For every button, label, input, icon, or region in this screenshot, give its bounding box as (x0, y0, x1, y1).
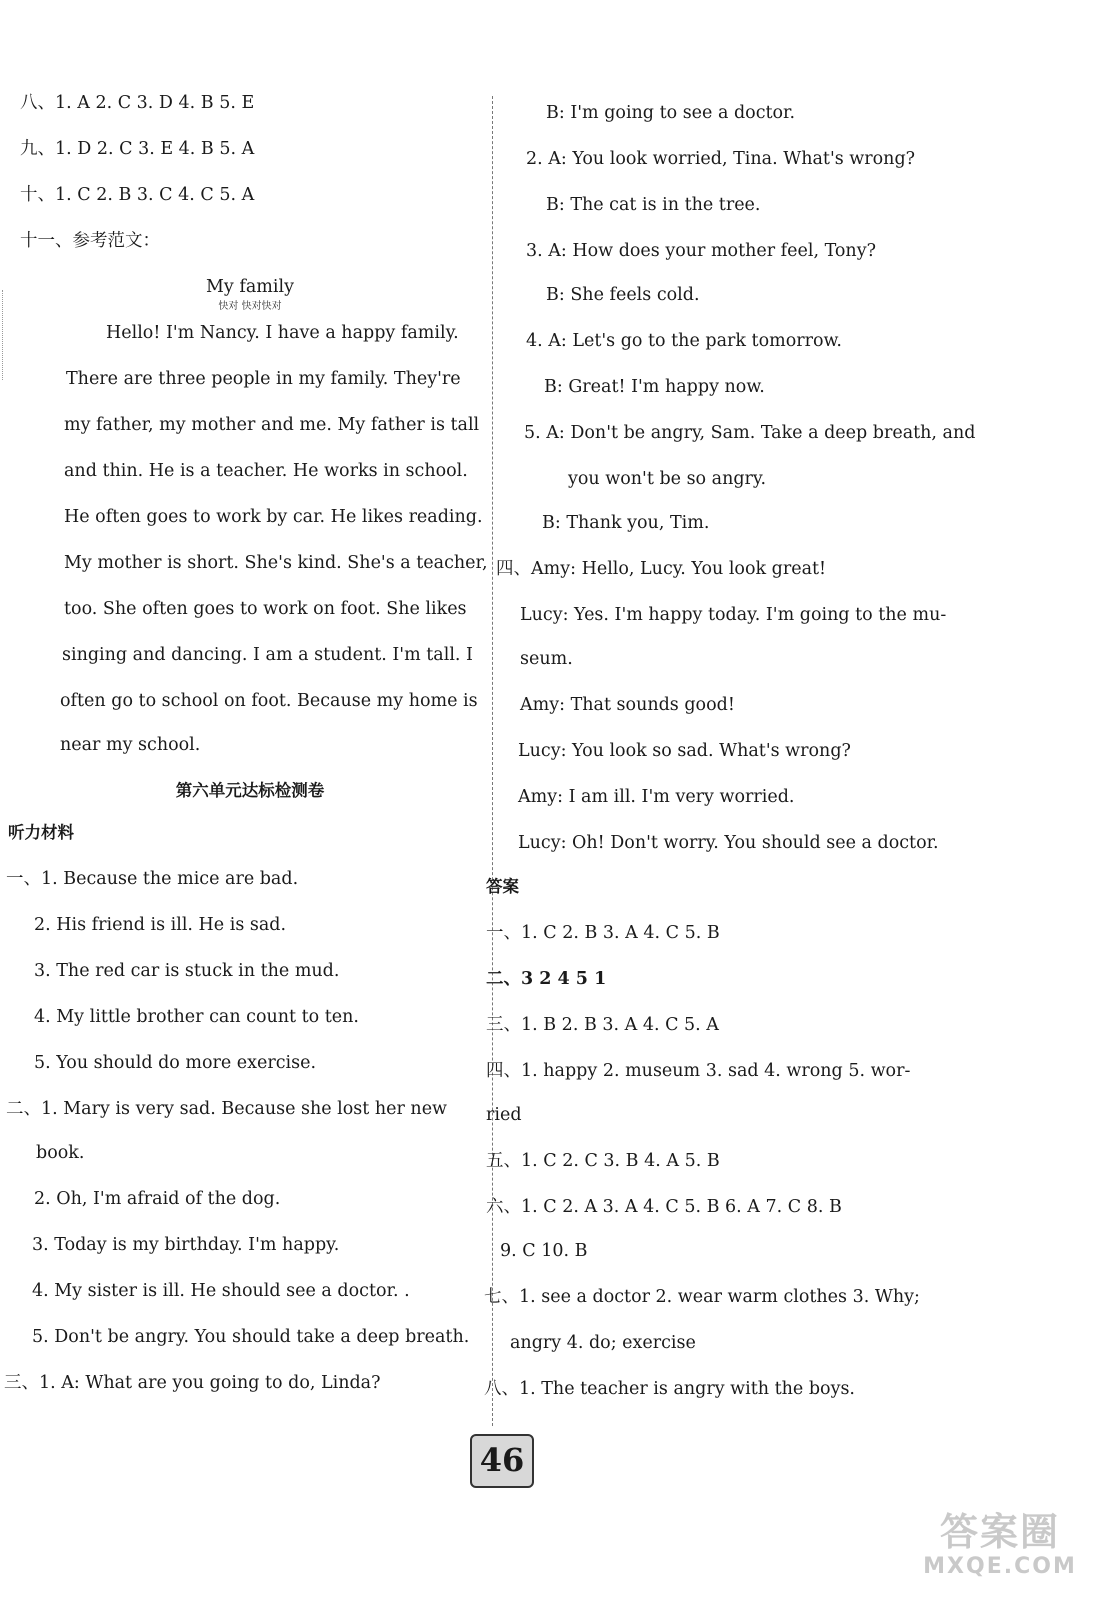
watermark-title: 答案圈 (939, 1510, 1060, 1554)
left-text-line: 九、1. D 2. C 3. E 4. B 5. A (20, 139, 255, 159)
left-text-line: 听力材料 (8, 823, 74, 842)
right-text-line: B: She feels cold. (546, 285, 700, 305)
right-text-line: B: Thank you, Tim. (542, 513, 710, 533)
left-text-line: 十一、参考范文： (20, 231, 160, 251)
left-text-line: singing and dancing. I am a student. I'm tall. I (62, 645, 473, 665)
right-text-line: 四、Amy: Hello, Lucy. You look great! (496, 559, 827, 579)
right-text-line: Amy: I am ill. I'm very worried. (518, 787, 795, 807)
right-text-line: 八、1. The teacher is angry with the boys. (484, 1379, 855, 1399)
left-text-line: 2. His friend is ill. He is sad. (34, 915, 287, 935)
left-text-line: Hello! I'm Nancy. I have a happy family. (106, 323, 459, 343)
right-text-line: Lucy: Yes. I'm happy today. I'm going to the mu- (520, 605, 947, 625)
left-text-line: 一、1. Because the mice are bad. (6, 869, 299, 889)
right-text-line: 一、1. C 2. B 3. A 4. C 5. B (486, 923, 720, 943)
essay-subtitle: 快对 快对快对 (218, 301, 282, 312)
right-text-line: 9. C 10. B (500, 1241, 588, 1261)
right-text-line: 二、3 2 4 5 1 (486, 969, 607, 989)
left-text-line: 3. Today is my birthday. I'm happy. (32, 1235, 340, 1255)
right-text-line: Lucy: You look so sad. What's wrong? (518, 741, 851, 761)
left-text-line: and thin. He is a teacher. He works in school. (64, 461, 468, 481)
page-number: 46 (470, 1434, 534, 1488)
right-text-line: B: The cat is in the tree. (546, 195, 761, 215)
right-text-line: Amy: That sounds good! (520, 695, 735, 715)
column-divider (492, 96, 493, 1426)
left-text-line: There are three people in my family. They're (66, 369, 461, 389)
left-text-line: 5. You should do more exercise. (34, 1053, 317, 1073)
right-text-line: angry 4. do; exercise (510, 1333, 696, 1353)
right-text-line: seum. (520, 649, 573, 669)
right-text-line: 5. A: Don't be angry, Sam. Take a deep breath, and (524, 423, 976, 443)
left-text-line: 5. Don't be angry. You should take a deep breath. (32, 1327, 470, 1347)
left-text-line: My mother is short. She's kind. She's a teacher, (64, 553, 488, 573)
right-text-line: 七、1. see a doctor 2. wear warm clothes 3. Why; (484, 1287, 920, 1307)
binding-marks (2, 290, 3, 380)
left-text-line: He often goes to work by car. He likes reading. (64, 507, 483, 527)
right-text-line: B: Great! I'm happy now. (544, 377, 765, 397)
right-text-line: 五、1. C 2. C 3. B 4. A 5. B (486, 1151, 720, 1171)
right-text-line: 3. A: How does your mother feel, Tony? (526, 241, 876, 261)
left-text-line: 二、1. Mary is very sad. Because she lost her new (6, 1099, 448, 1119)
right-text-line: you won't be so angry. (568, 469, 767, 489)
left-text-line: 3. The red car is stuck in the mud. (34, 961, 340, 981)
left-text-line: my father, my mother and me. My father is tall (64, 415, 480, 435)
watermark-url: MXQE.COM (923, 1554, 1077, 1579)
right-text-line: 2. A: You look worried, Tina. What's wrong? (526, 149, 916, 169)
left-text-line: too. She often goes to work on foot. She likes (64, 599, 467, 619)
left-text-line: 4. My little brother can count to ten. (34, 1007, 359, 1027)
right-text-line: 六、1. C 2. A 3. A 4. C 5. B 6. A 7. C 8. B (486, 1197, 842, 1217)
left-text-line: 三、1. A: What are you going to do, Linda? (4, 1373, 381, 1393)
right-text-line: 答案 (486, 877, 519, 896)
watermark-logo (905, 1510, 1095, 1590)
right-text-line: 三、1. B 2. B 3. A 4. C 5. A (486, 1015, 719, 1035)
left-text-line: 4. My sister is ill. He should see a doctor. . (32, 1281, 410, 1301)
right-text-line: B: I'm going to see a doctor. (546, 103, 796, 123)
right-text-line: ried (486, 1105, 522, 1125)
left-text-line: book. (36, 1143, 85, 1163)
left-text-line: near my school. (60, 735, 201, 755)
right-text-line: Lucy: Oh! Don't worry. You should see a doctor. (518, 833, 939, 853)
right-text-line: 四、1. happy 2. museum 3. sad 4. wrong 5. wor- (486, 1061, 911, 1081)
left-text-line: 十、1. C 2. B 3. C 4. C 5. A (20, 185, 255, 205)
left-text-line: often go to school on foot. Because my home is (60, 691, 478, 711)
left-text-line: 2. Oh, I'm afraid of the dog. (34, 1189, 281, 1209)
left-text-line: 八、1. A 2. C 3. D 4. B 5. E (20, 93, 255, 113)
left-text-line: 第六单元达标检测卷 (175, 781, 325, 800)
left-text-line: My family (206, 277, 294, 297)
right-text-line: 4. A: Let's go to the park tomorrow. (526, 331, 842, 351)
